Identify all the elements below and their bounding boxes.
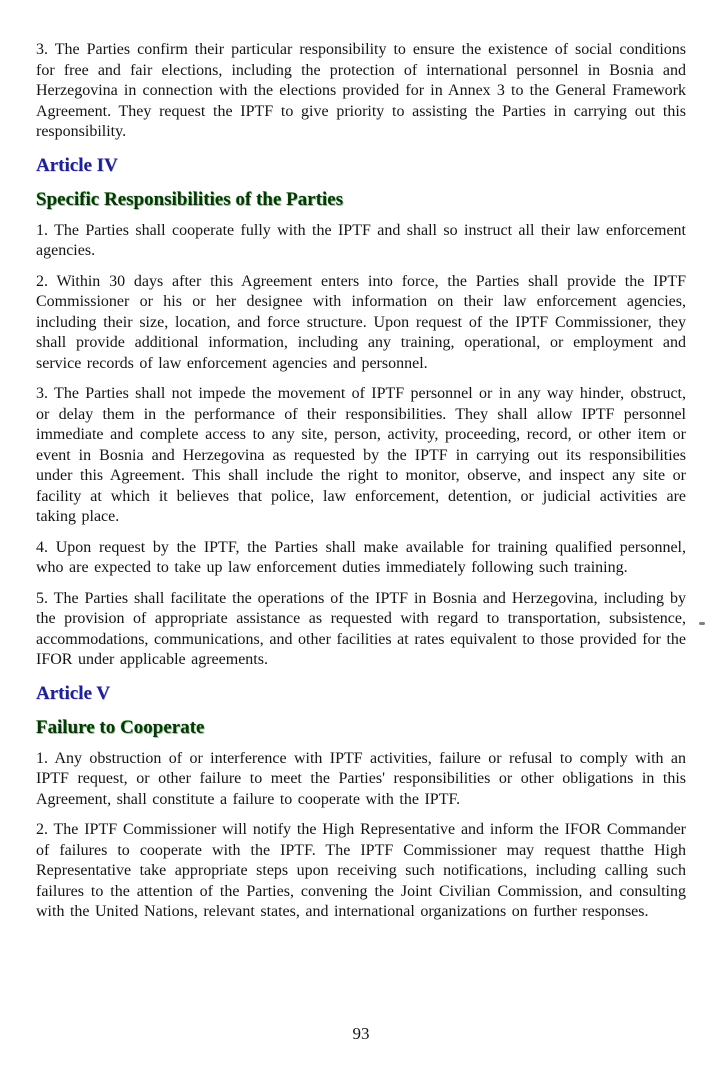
page-number: 93 — [352, 1024, 370, 1043]
article-iv-paragraph-3: 3. The Parties shall not impede the movement of IPTF personnel or in any way hinder, obstruct, or delay them in the performance of their responsibilities. They shall allow IPTF personnel immediate and complete access to any site, person, activity, proceeding, record, or other item or event in Bosnia and Herzegovina as requested by the IPTF in carrying out its responsibilities under this Agreement. This shall include the right to monitor, observe, and inspect any site or facility at which it believes that police, law enforcement, detention, or judicial activities are taking place. — [36, 385, 686, 525]
article-v-paragraph-1: 1. Any obstruction of or interference with IPTF activities, failure or refusal to comply with an IPTF request, or other failure to meet the Parties' responsibilities or other obligations in this Agreement, shall constitute a failure to cooperate with the IPTF. — [36, 749, 686, 808]
scan-artifact-dot — [699, 622, 705, 625]
article-v-paragraph-2: 2. The IPTF Commissioner will notify the High Representative and inform the IFOR Commander of failures to cooperate with the IPTF. The IPTF Commissioner may request thatthe High Representative take appropriate steps upon receiving such notifications, including calling such failures to the attention of the Parties, convening the Joint Civilian Commission, and consulting with the United Nations, relevant states, and international organizations on further responses. — [36, 821, 686, 920]
paragraph-intro-3: 3. The Parties confirm their particular responsibility to ensure the existence of social conditions for free and fair elections, including the protection of international personnel in Bosnia and Herzegovina in connection with the elections provided for in Annex 3 to the General Framework Agreement. They request the IPTF to give priority to assisting the Parties in carrying out this responsibility. — [36, 41, 686, 140]
article-iv-paragraph-1: 1. The Parties shall cooperate fully with the IPTF and shall so instruct all their law enforcement agencies. — [36, 221, 686, 259]
article-iv-paragraph-5: 5. The Parties shall facilitate the operations of the IPTF in Bosnia and Herzegovina, including by the provision of appropriate assistance as requested with regard to transportation, subsistence, accommodations, communications, and other facilities at rates equivalent to those provided for the IFOR under applicable agreements. — [36, 589, 686, 668]
article-iv-subheading: Specific Responsibilities of the Parties — [36, 188, 344, 210]
article-iv-paragraph-4: 4. Upon request by the IPTF, the Parties shall make available for training qualified personnel, who are expected to take up law enforcement duties immediately following such training. — [36, 538, 686, 576]
article-iv-heading: Article IV — [36, 154, 118, 176]
article-iv-paragraph-2: 2. Within 30 days after this Agreement enters into force, the Parties shall provide the IPTF Commissioner or his or her designee with information on their law enforcement agencies, including their size, location, and force structure. Upon request of the IPTF Commissioner, they shall provide additional information, including any training, operational, or employment and service records of law enforcement agencies and personnel. — [36, 272, 686, 372]
article-v-subheading: Failure to Cooperate — [36, 716, 205, 738]
article-v-heading: Article V — [36, 682, 111, 704]
